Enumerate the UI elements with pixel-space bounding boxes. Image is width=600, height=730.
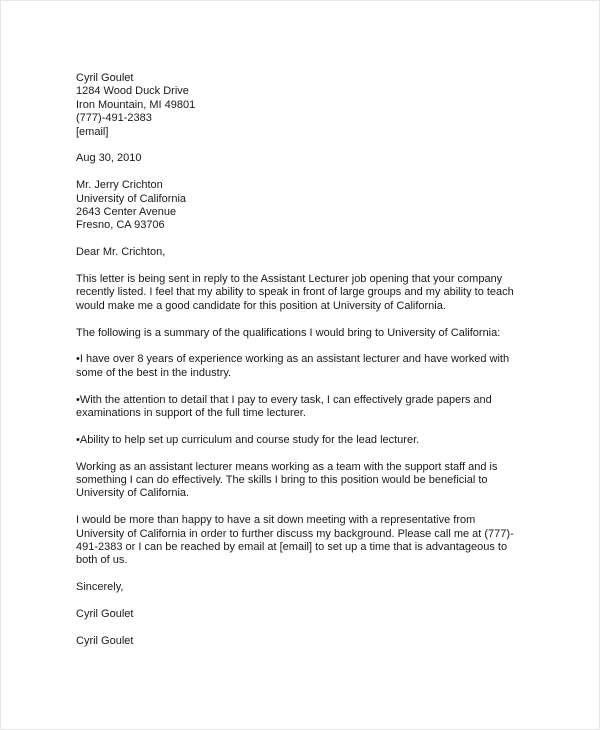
paragraph-line: University of California in order to further discuss my background. Please call me at (777)-	[76, 527, 514, 540]
sender-name: Cyril Goulet	[76, 72, 134, 84]
recipient-city: Fresno, CA 93706	[76, 219, 165, 232]
paragraph-closing	[76, 514, 536, 568]
bullet-curriculum	[76, 434, 536, 447]
paragraph-line: University of California.	[76, 487, 190, 500]
bullet-grading	[76, 394, 536, 421]
paragraph-line: examinations in support of the full time lecturer.	[76, 407, 306, 420]
salutation: Dear Mr. Crichton,	[76, 246, 166, 259]
paragraph-line: The following is a summary of the qualifications I would bring to University of California:	[76, 326, 501, 339]
sign-off-block	[76, 581, 536, 594]
letter-date: Aug 30, 2010	[76, 152, 142, 165]
paragraph-intro	[76, 273, 536, 313]
salutation-block	[76, 246, 536, 259]
sender-address	[76, 72, 536, 139]
sender-email: [email]	[76, 125, 109, 138]
recipient-address	[76, 179, 536, 233]
typed-name: Cyril Goulet	[76, 634, 134, 647]
signature-name: Cyril Goulet	[76, 608, 134, 621]
paragraph-line: I would be more than happy to have a sit down meeting with a representative from	[76, 514, 476, 527]
paragraph-line: recently listed. I feel that my ability to speak in front of large groups and my ability to teach	[76, 286, 514, 299]
bullet-experience	[76, 353, 536, 380]
letter-body	[76, 72, 536, 648]
signature-block	[76, 608, 536, 621]
paragraph-line: •I have over 8 years of experience working as an assistant lecturer and have worked with	[76, 353, 510, 366]
paragraph-line: something I can do effectively. The skills I bring to this position would be beneficial to	[76, 474, 488, 487]
paragraph-line: This letter is being sent in reply to the Assistant Lecturer job opening that your company	[76, 273, 503, 286]
paragraph-line: some of the best in the industry.	[76, 366, 232, 379]
sender-street: 1284 Wood Duck Drive	[76, 85, 189, 98]
recipient-name: Mr. Jerry Crichton	[76, 179, 163, 192]
paragraph-teamwork	[76, 461, 536, 501]
recipient-street: 2643 Center Avenue	[76, 206, 177, 219]
paragraph-line: •With the attention to detail that I pay to every task, I can effectively grade papers and	[76, 393, 492, 406]
sender-phone: (777)-491-2383	[76, 112, 152, 125]
sign-off: Sincerely,	[76, 581, 124, 594]
recipient-organization: University of California	[76, 192, 187, 205]
paragraph-line: would make me a good candidate for this position at University of California.	[76, 299, 446, 312]
paragraph-line: 491-2383 or I can be reached by email at [email] to set up a time that is advantageous to	[76, 541, 508, 554]
letter-date-block	[76, 152, 536, 165]
paragraph-line: both of us.	[76, 554, 128, 567]
paragraph-line: Working as an assistant lecturer means working as a team with the support staff and is	[76, 460, 498, 473]
paragraph-line: •Ability to help set up curriculum and course study for the lead lecturer.	[76, 433, 420, 446]
typed-name-block	[76, 635, 536, 648]
sender-city: Iron Mountain, MI 49801	[76, 98, 196, 111]
paragraph-summary	[76, 327, 536, 340]
